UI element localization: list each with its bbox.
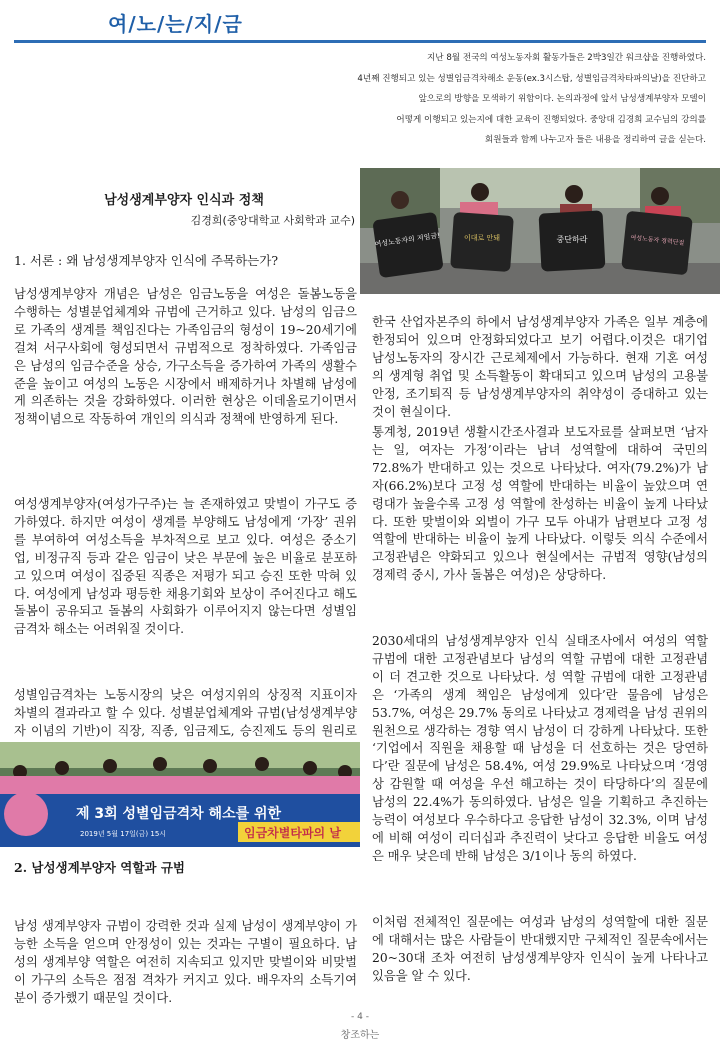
intro-line: 어떻게 이행되고 있는지에 대한 교육이 진행되었다. 중앙대 김경희 교수님의 강의를 (396, 114, 706, 125)
rally-banner-highlight: 임금차별타파의 날 (244, 826, 341, 840)
intro-text (146, 48, 706, 151)
article-author: 김경희(중앙대학교 사회학과 교수) (190, 214, 355, 227)
body-paragraph: 통계청, 2019년 생활시간조사결과 보도자료를 살펴보면 ‘남자는 일, 여자는 가정’이라는 남녀 성역할에 대하여 국민의 72.8%가 반대하고 있는 것으로 나타났다. 여자(79.2%)가 남자(66.2%)보다 고정 성 역할에 반대하는 비율이 높았으며 연령대가 높을수록 고정 성 역할에 찬성하는 비율이 높게 나타났다. 또한 맞벌이와 외벌이 가구 모두 아내가 남편보다 고정 성 역할에 반대하는 비율이 높게 나타났다. 이렇듯 의식 수준에서 고정관념은 약화되고 있으나 현실에서는 규범적 영향(남성의 경제력 중시, 가사 돌봄은 여성)은 상당하다. (372, 425, 708, 583)
intro-line: 앞으로의 방향을 모색하기 위함이다. 논의과정에 앞서 남성생계부양자 모델이 (418, 94, 706, 104)
body-paragraph: 남성생계부양자 개념은 남성은 임금노동을 여성은 돌봄노동을 수행하는 성별분업체계와 규범에 근거하고 있다. 남성의 임금으로 가족의 생계를 책임진다는 가족임금의 형성이 19~20세기에 걸쳐 서구사회에 형성되면서 규범적으로 정착하였다. 가족임금은 남성의 임금수준을 상승, 가구소득을 증가하여 가족의 생활수준을 높이고 여성의 노동은 시장에서 배제하거나 차별해 남성에게 의존하는 것을 강화하였다. 이러한 현상은 이데올로기이면서 정책이념으로 작동하여 개인의 의식과 정책에 반영하게 된다. (14, 287, 357, 427)
section-2-heading: 2. 남성생계부양자 역할과 규범 (14, 860, 186, 875)
body-paragraph: 2030세대의 남성생계부양자 인식 실태조사에서 여성의 역할 규범에 대한 고정관념보다 남성의 역할 규범에 대한 고정관념이 더 견고한 것으로 나타났다. 성 역할 규범에 대한 고정관념은 ‘가족의 생계 책임은 남성에게 있다’란 물음에 남성은 53.7%, 여성은 29.7% 동의로 나타났고 경제력을 남성 권위의 원천으로 생각하는 경향 역시 남성이 더 강하게 나타났다. 또한 ‘기업에서 직원을 채용할 때 남성을 더 선호하는 것은 당연하다’란 질문에 남성은 58.4%, 여성 29.9%로 나타났으며 ‘경영상 감원할 때 여성을 우선 해고하는 것이 타당하다’의 질문에 남성의 22.4%가 동의하였다. 남성은 일을 기획하고 추진하는 능력이 여성보다 우수하다고 응답한 남성이 32.3%, 이며 남성에 비해 여성이 리더십과 추진력이 낮다고 응답한 비율도 여성은 매우 낮은데 반해 남성은 3/1이나 동의 하였다. (372, 634, 708, 863)
section-title: 여/노/는/지/금 (108, 12, 243, 36)
intro-line: 4년째 진행되고 있는 성별임금격차해소 운동(ex.3시스탑, 성별임금격차타파의날)을 진단하고 (357, 73, 706, 84)
protest-sign-text: 여성노동자 경력단절 (630, 234, 685, 247)
intro-line: 지난 8월 전국의 여성노동자회 활동가들은 2박3일간 워크샵을 진행하였다. (426, 53, 706, 63)
page-number: - 4 - (351, 1012, 369, 1022)
rally-photo (0, 742, 360, 847)
body-paragraph: 여성생계부양자(여성가구주)는 늘 존재하였고 맞벌이 가구도 증가하였다. 하지만 여성이 생계를 부양해도 남성에게 ‘가장’ 권위를 부여하여 여성소득을 부차적으로 보고 있다. 여성은 중소기업, 비정규직 등과 같은 임금이 낮은 부문에 높은 비율로 분포하고 있으며 여성이 집중된 직종은 저평가 되고 승진 또한 막혀 있다. 여성에게 남성과 평등한 채용기회와 보상이 주어진다고 해도 돌봄이 공유되고 돌봄의 사회화가 이루어지지 않는다면 성별임금격차 해소는 어려워질 것이다. (14, 497, 357, 637)
protest-photo-illustration (360, 168, 720, 294)
intro-line: 회원들과 함께 나누고자 들은 내용을 정리하여 글을 싣는다. (484, 135, 706, 145)
protest-photo (360, 168, 720, 294)
body-paragraph: 남성 생계부양자 규범이 강력한 것과 실제 남성이 생계부양이 가능한 소득을 얻으며 안정성이 있는 것과는 구별이 필요하다. 남성의 생계부양 역할은 여전히 지속되고 있지만 맞벌이와 비맞벌이 가구의 소득은 점점 격차가 커지고 있다. 배우자의 소득기여분이 증가했기 때문일 것이다. (14, 919, 357, 1005)
body-paragraph: 성별임금격차는 노동시장의 낮은 여성지위의 상징적 지표이자 차별의 결과라고 할 수 있다. 성별분업체계와 규범(남성생계부양자 이념의 기반)이 직장, 직종, 임금제도, 승진제도 등의 원리로 (14, 688, 357, 738)
header-divider (14, 40, 706, 43)
publication-name: 창조하는 (340, 1030, 380, 1041)
body-paragraph: 이처럼 전체적인 질문에는 여성과 남성의 성역할에 대한 질문에 대해서는 많은 사람들이 반대했지만 구체적인 질문속에서는 20~30대 조차 여전히 남성생계부양자 인식이 높게 나타나고 있음을 알 수 있다. (372, 915, 708, 983)
protest-sign-text: 이대로 안돼 (463, 234, 501, 242)
protest-sign-text: 중단하라 (556, 235, 588, 244)
rally-banner-date: 2019년 5월 17일(금) 15시 (80, 830, 167, 838)
article-title: 남성생계부양자 인식과 정책 (104, 193, 264, 208)
rally-banner-text: 제 3회 성별임금격차 해소를 위한 (76, 806, 282, 822)
protest-sign-text: 여성노동자의 저임금! (374, 231, 441, 249)
section-1-heading: 1. 서론 : 왜 남성생계부양자 인식에 주목하는가? (14, 253, 279, 268)
body-paragraph: 한국 산업자본주의 하에서 남성생계부양자 가족은 일부 계층에 한정되어 있으며 안정화되었다고 보기 어렵다.이것은 대기업 남성노동자의 장시간 근로체제에서 가능하다. 현재 기혼 여성의 생계형 취업 및 소득활동이 확대되고 있으며 남성의 고용불안정, 조기퇴직 등 남성생계부양자의 취약성이 증대하고 있는 것이 현실이다. (372, 315, 708, 419)
rally-photo-illustration (0, 742, 360, 847)
